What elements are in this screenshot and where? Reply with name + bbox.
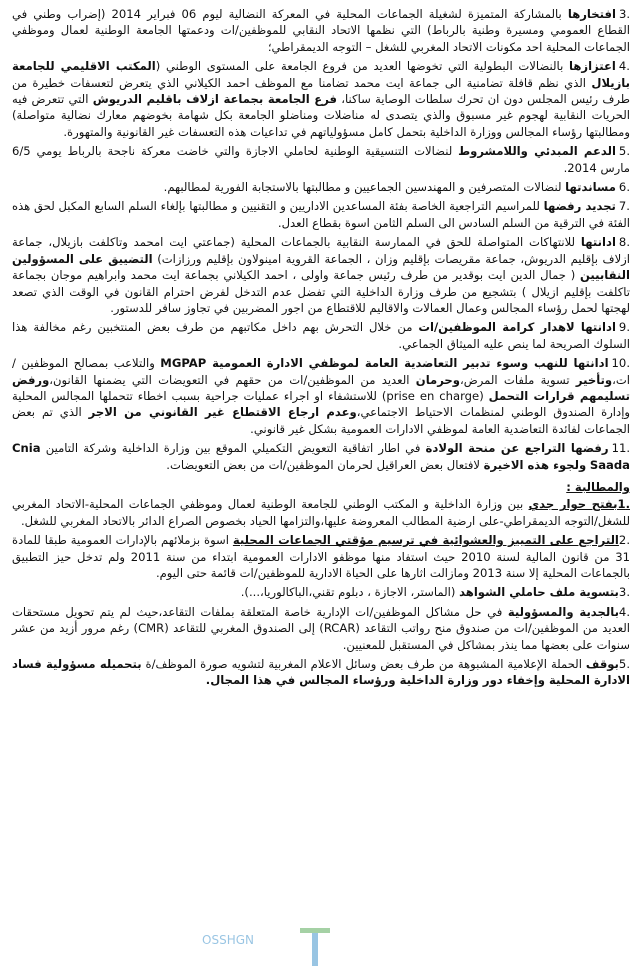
item-bold-lead: ادانتها لاهدار كرامة الموظفين/ات <box>418 320 616 335</box>
list-item <box>12 319 630 352</box>
demand-item <box>12 656 630 689</box>
demand-item <box>12 532 630 581</box>
item-number: .3 <box>618 7 631 21</box>
demand-text: الحملة الإعلامية المشبوهة من طرف بعض وسائل الاعلام المغربية لتشويه صورة الموظف/ة <box>141 657 586 672</box>
demand-number: .2 <box>618 533 630 548</box>
item-bold-phrase: وتأخير <box>575 372 613 387</box>
list-item <box>12 6 630 55</box>
item-bold-lead: رفضها التراجع عن منحة الولادة <box>425 441 609 456</box>
item-text: العديد من الموظفين/ات من حقهم في التعويضات التي يضمنها القانون، <box>49 372 416 387</box>
item-bold-lead: مساندتها <box>565 180 616 195</box>
list-item <box>12 355 630 437</box>
item-bold-lead: تجديد رفضها <box>543 199 616 214</box>
item-text: (prise en charge) للاستشفاء او اجراء عمليات جراحية بسبب اخطاء تتحملها المجالس المحلية وإدارة الصندوق الوطني لمنظمات الاحتياط الاجتماعي، <box>12 388 631 420</box>
item-bold-lead: اعتزازها <box>569 59 616 74</box>
item-text: بالمشاركة المتميزة لشغيلة الجماعات المحلية في المعركة النضالية ليوم 06 فبراير 2014 (إضراب وطني في القطاع العمومي ومسيرة وطنية بالرباط) التي نظمها الاتحاد النقابي للموظفين/ات ودعمتها الجامعة الوطنية لعمال وموظفي الجماعات المحلية احد مكونات الاتحاد المغربي للشغل – التوجه الديمقراطي؛ <box>12 7 630 54</box>
list-item <box>12 143 630 176</box>
item-number: .9 <box>618 320 630 335</box>
item-number: .8 <box>618 235 630 250</box>
demand-bold-phrase: بتحميله مسؤولية فساد الادارة المحلية وإخفاء دور وزارة الداخلية ورؤساء المجالس في هذا المجال. <box>12 657 630 688</box>
item-bold-phrase: التضييق على المسؤولين النقابيين <box>12 251 630 283</box>
item-text: في اطار اتفاقية التعويض التكميلي الموقع بين وزارة الداخلية وشركة التامين <box>40 441 426 456</box>
item-text: للانتهاكات المتواصلة للحق في الممارسة النقابية بالجماعات المحلية (جماعتي ايت امحمد وتاكلفت بازيلال، جماعة ازلاف بإقليم الدريوش، جماعة مقريصات بإقليم وزان ، الجماعة القروية امينولاون بإقليم ورزازات) <box>12 235 630 266</box>
item-bold-phrase: وعدم ارجاع الاقتطاع غير القانوني من الاجر <box>88 405 357 420</box>
list-item <box>12 440 630 473</box>
item-text: لافتعال بعض العراقيل لحرمان الموظفين/ات من بعض التعويضات. <box>166 457 484 472</box>
item-text: للمراسيم التراجعية الخاصة بفئة المساعدين الاداريين و التقنيين و مطالبتها بإلغاء السلم السابع المكبل لحق هذه الفئة في الترقية من السلم السادس الى السلم الثامن اسوة بقطاع العدل. <box>12 199 630 230</box>
demand-bold-lead: بالجدية والمسؤولية <box>507 604 619 619</box>
item-text: الذي تم بعض الجماعات لفائدة التعاضدية العامة لموظفي الادارات العمومية بشكل غير قانوني. <box>12 405 630 436</box>
item-text: من خلال التحرش بهم داخل مكاتبهم من طرف بعض المنتخبين رغم مخالفة هذا السلوك الصريحة لما ينص عليه الميثاق الجماعي. <box>12 320 630 351</box>
demand-number: .3 <box>618 585 630 600</box>
item-bold-lead: ادانتها للنهب وسوء تدبير التعاضدية العامة لموظفي الادارة العمومية MGPAP <box>160 356 609 371</box>
demands-heading: والمطالبة : <box>566 479 630 494</box>
demand-number: .5 <box>618 657 630 672</box>
item-bold-lead: افتخارها <box>567 7 616 21</box>
item-text: الذي نظم قافلة تضامنية الى جماعة ايت محمد تضامنا مع الموظف احمد الكيلاني الذي يتعرض لتعسفات خطيرة من طرف رئيس المجلس دون ان تحرك سلطات الوصاية ساكنا، <box>12 75 630 107</box>
item-bold-lead: ادانتها <box>580 235 616 250</box>
demand-bold-lead: بوقف <box>585 657 619 672</box>
demand-number: .1 <box>617 497 630 512</box>
demand-text: في حل مشاكل الموظفين/ات الإدارية خاصة المتعلقة بملفات التقاعد،حيث لم يتم تحويل مستحقات العديد من الموظفين/ات من صندوق منح رواتب التقاعد (RCAR) إلى الصندوق المغربي للتقاعد (CMR) رغم مرور أزيد من عشر سنوات على بعضها مما ينذر بمشاكل في المستقبل للمعنيين. <box>12 604 630 652</box>
item-bold-phrase: ورفض تسليمهم قرارات التحمل <box>12 372 630 403</box>
demand-bold-lead: بفتح حوار جدي <box>528 497 618 512</box>
demand-item <box>12 496 630 529</box>
item-text: لنضالات المتصرفين و المهندسين الجماعيين و مطالبتها بالاستجابة الفورية لمطالبهم. <box>163 180 566 195</box>
demand-item <box>12 584 630 600</box>
demand-bold-lead: بتسوية ملف حاملي الشواهد <box>459 585 619 600</box>
item-text: التي تتعرض فيه الحريات النقابية لهجوم غير مسبوق والذي يتصدى له مناضلات ومناضلو الجامعة بكل شهامة بخوضهم معارك نضالية متواصلة) ومطالبتها رؤساء المجالس ووزارة الداخلية بتحمل كامل مسؤولياتهم في تداعيات هذه التعسفات غير القانونية والمتهورة. <box>12 92 630 139</box>
item-text: بالنضالات البطولية التي تخوضها العديد من فروع الجامعة على المستوى الوطني ( <box>155 59 570 74</box>
demand-text: اسوة بزملائهم بالإدارات العمومية طبقا للمادة 31 من قانون المالية لسنة 2010 حيث استفاد منها موظفو الادارات العمومية ابتداء من سنة 2011 ولم تدخل حيز التطبيق بالجماعات المحلية إلا سنة 2013 ومازالت اثارها على الحياة الادارية للموظفين/ات قائمة حتى اليوم. <box>12 533 630 580</box>
demand-bold-lead: التراجع على التمييز والعشوائية في ترسيم مؤقتي الجماعات المحلية <box>232 533 619 548</box>
list-item <box>12 179 630 195</box>
demand-item <box>12 604 630 653</box>
item-number: .11 <box>611 441 631 456</box>
list-item <box>12 234 630 316</box>
item-number: .10 <box>611 356 630 371</box>
list-item <box>12 58 630 140</box>
item-number: .5 <box>618 144 630 159</box>
item-bold-lead: الدعم المبدئي واللامشروط <box>458 144 616 159</box>
item-text: ( جمال الدين ايت بوقدير من طرف رئيس جماعة واولى ، احمد الكيلاني بجماعة ايت محمد وابراهيم موجان بجماعة تاكلفت بإقليم ازيلال ) بتشجيع من طرف وزارة الداخلية التي تفضل عدم التدخل لفرض احترام القانون في الوقت الذي تصعد لهجتها لحمل رؤساء المجالس وعمال العمالات والاقاليم للاقتطاع من اجور المضربين في تجاوز سافر للدستور. <box>12 268 630 315</box>
item-bold-phrase: ولجوء هذه الاخيرة <box>483 457 587 472</box>
list-item <box>12 198 630 231</box>
item-bold-phrase: وحرمان <box>415 372 460 387</box>
item-number: .4 <box>618 59 630 74</box>
watermark-text: OSSHGN <box>202 933 254 947</box>
item-bold-phrase: فرع الجامعة بجماعة ازلاف باقليم الدريوش <box>92 92 338 107</box>
demand-number: .4 <box>618 604 630 619</box>
item-number: .7 <box>618 199 630 214</box>
item-bold-phrase: المكتب الاقليمي للجامعة بازيلال <box>12 59 630 90</box>
item-text: لنضالات التنسيقية الوطنية لحاملي الاجازة والتي خاضت معركة ناجحة بالرباط يومي 6/5 مارس 2014. <box>12 144 630 175</box>
demand-text: بين وزارة الداخلية و المكتب الوطني للجامعة الوطنية لعمال وموظفي الجماعات المحلية-الاتحاد المغربي للشغل/التوجه الديمقراطي-على ارضية المطالب المعروضة عليها،والتزامها الحياد بخصوص الصراع الدائر بالاتحاد المغربي للشغل. <box>12 497 630 528</box>
demand-text: (الماستر، الاجازة ، دبلوم تقني،الباكالوريا،...). <box>240 585 460 600</box>
item-number: .6 <box>618 180 630 195</box>
item-bold-phrase: Cnia Saada <box>12 441 630 472</box>
item-text: تسوية ملفات المرض، <box>460 372 576 387</box>
item-text: والتلاعب بمصالح الموظفين /ات، <box>12 356 630 387</box>
watermark-logo <box>202 922 400 968</box>
